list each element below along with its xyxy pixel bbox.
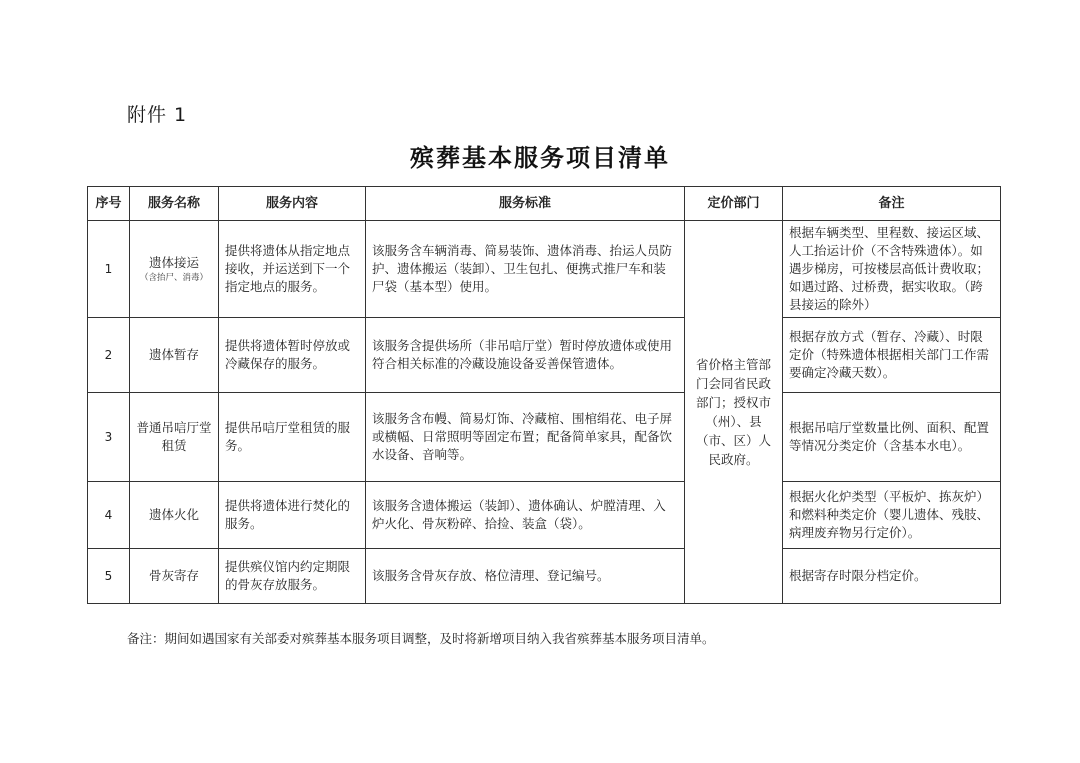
row-remarks: 根据火化炉类型（平板炉、拣灰炉）和燃料种类定价（婴儿遗体、残肢、病理废弃物另行定价）。	[783, 482, 1001, 549]
header-pricing: 定价部门	[685, 187, 783, 221]
row-name: 遗体暂存	[148, 347, 199, 362]
row-content: 提供殡仪馆内约定期限的骨灰存放服务。	[219, 549, 366, 604]
row-remarks: 根据存放方式（暂存、冷藏）、时限定价（特殊遗体根据相关部门工作需要确定冷藏天数）。	[783, 318, 1001, 393]
row-no: 2	[88, 318, 130, 393]
pricing-dept: 省价格主管部门会同省民政部门；授权市（州）、县（市、区）人民政府。	[685, 221, 783, 604]
row-name-sub: （含抬尸、消毒）	[139, 273, 208, 283]
row-standard: 该服务含提供场所（非吊唁厅堂）暂时停放遗体或使用符合相关标准的冷藏设施设备妥善保管遗体。	[366, 318, 685, 393]
row-no: 4	[88, 482, 130, 549]
header-content: 服务内容	[219, 187, 366, 221]
row-name: 骨灰寄存	[148, 568, 199, 583]
row-remarks: 根据吊唁厅堂数量比例、面积、配置等情况分类定价（含基本水电）。	[783, 393, 1001, 482]
row-name: 普通吊唁厅堂租赁	[136, 420, 212, 453]
row-remarks: 根据车辆类型、里程数、接运区域、人工抬运计价（不含特殊遗体）。如遇步梯房，可按楼层高低计费收取；如遇过路、过桥费，据实收取。（跨县接运的除外）	[783, 221, 1001, 318]
header-name: 服务名称	[130, 187, 219, 221]
header-standard: 服务标准	[366, 187, 685, 221]
row-content: 提供将遗体进行焚化的服务。	[219, 482, 366, 549]
table-row	[88, 221, 1001, 318]
table-row	[88, 549, 1001, 604]
table-row	[88, 482, 1001, 549]
row-name-cell	[130, 482, 219, 549]
annex-label: 附件 1	[127, 104, 188, 126]
header-no: 序号	[88, 187, 130, 221]
row-name-cell	[130, 393, 219, 482]
footnote: 备注：期间如遇国家有关部委对殡葬基本服务项目调整，及时将新增项目纳入我省殡葬基本服务项目清单。	[127, 631, 715, 646]
row-no: 5	[88, 549, 130, 604]
table-header-row	[88, 187, 1001, 221]
row-standard: 该服务含布幔、简易灯饰、冷藏棺、围棺绢花、电子屏或横幅、日常照明等固定布置；配备简单家具，配备饮水设备、音响等。	[366, 393, 685, 482]
row-standard: 该服务含骨灰存放、格位清理、登记编号。	[366, 549, 685, 604]
page-title: 殡葬基本服务项目清单	[410, 143, 670, 172]
row-name: 遗体接运	[148, 255, 199, 270]
row-name-cell	[130, 221, 219, 318]
row-name: 遗体火化	[148, 507, 199, 522]
row-name-cell	[130, 549, 219, 604]
row-content: 提供吊唁厅堂租赁的服务。	[219, 393, 366, 482]
service-table	[87, 186, 1001, 604]
row-standard: 该服务含遗体搬运（装卸）、遗体确认、炉膛清理、入炉火化、骨灰粉碎、拾捡、装盒（袋）。	[366, 482, 685, 549]
row-name-cell	[130, 318, 219, 393]
row-content: 提供将遗体从指定地点接收，并运送到下一个指定地点的服务。	[219, 221, 366, 318]
table-row	[88, 318, 1001, 393]
row-no: 1	[88, 221, 130, 318]
row-content: 提供将遗体暂时停放或冷藏保存的服务。	[219, 318, 366, 393]
table-row	[88, 393, 1001, 482]
row-standard: 该服务含车辆消毒、简易装饰、遗体消毒、抬运人员防护、遗体搬运（装卸）、卫生包扎、便携式推尸车和装尸袋（基本型）使用。	[366, 221, 685, 318]
row-no: 3	[88, 393, 130, 482]
header-remarks: 备注	[783, 187, 1001, 221]
row-remarks: 根据寄存时限分档定价。	[783, 549, 1001, 604]
